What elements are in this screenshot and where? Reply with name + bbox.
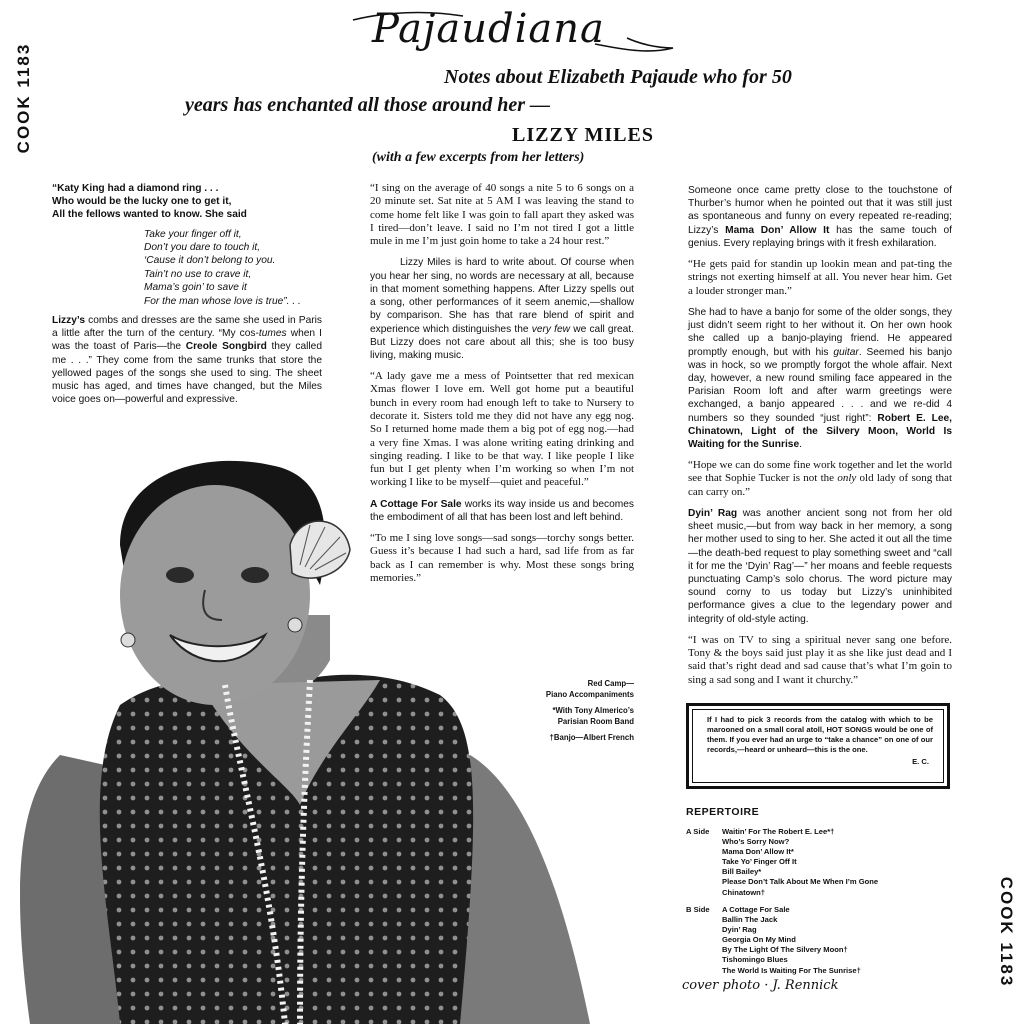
text-run: She had to have a banjo for some of the older songs, they just didn’t seem right to her without it. On her own hook she called up a banjo-playing friend. He appeared promptly enough, but with his (688, 306, 952, 358)
script-title: Pajaudiana (372, 6, 605, 52)
lyric-line: Don’t you dare to touch it, (144, 242, 261, 254)
side-a-tracklist (686, 827, 946, 898)
text-run: has the same touch of genius. Every replaying brings with it fresh exhilaration. (688, 224, 952, 249)
track-title: Who’s Sorry Now? (722, 837, 790, 847)
song-quote-line: Who would be the lucky one to get it, (52, 196, 232, 208)
side-b-tracklist (686, 905, 946, 976)
credit-line: †Banjo—Albert French (549, 733, 634, 742)
text-run: works its way inside us and becomes the embodiment of all that has been lost and left behind. (370, 498, 634, 523)
side-a-label: A Side (686, 827, 710, 836)
text-run: Lizzy’s (52, 315, 86, 327)
artist-name: LIZZY MILES (512, 124, 654, 146)
credit-line: *With Tony Almerico’s (552, 706, 634, 715)
text-run: “Hope we can do some fine work together and let the world see that Sophie Tucker is not the (688, 459, 952, 485)
letter-excerpt (688, 459, 952, 499)
text-run: when I was the toast of Paris—the (52, 328, 322, 353)
repertoire-heading: REPERTOIRE (686, 806, 760, 818)
catalog-number-left: COOK 1183 (14, 42, 33, 154)
text-run: . Seemed his banjo was in hock, so we promptly forgot the whole affair. Next day, however, a new round smiling face appeared in the Parisian Room loft and after warm greetings were exchanged, a banjo appeared . . . and we re-did 4 numbers so they sounded “just right”: (688, 346, 953, 424)
endorsement-box (686, 703, 950, 789)
song-quote-intro (52, 182, 322, 222)
subtitle-line-2: years has enchanted all those around her — (185, 94, 551, 116)
track-title: The World Is Waiting For The Sunrise† (722, 965, 861, 975)
endorsement-text: If I had to pick 3 records from the catalog with which to be marooned on a small coral atoll, HOT SONGS would be one of them. If you ever had an urge to “take a chance” on one of our records,—heard or unheard—this is the one. (707, 715, 933, 754)
text-run: tumes (258, 328, 287, 340)
text-run: Lizzy Miles is hard to write about. Of course when you hear her sing, no words are necessary at all, because in that moment something happens. After Lizzy spells out a song, other performances of it seem anemic,—shallow by comparison. She has that rare blend of spirit and experience which distinguishes the (370, 257, 634, 335)
text-run: they called me . . .” They come from the same trunks that store the yellowed pages of the songs she used to sing. The sheet music has aged, and times have changed, but the Miles voice goes on—powerful and expressive. (52, 341, 322, 406)
endorsement-signature: E. C. (912, 757, 929, 766)
cover-photo-credit: cover photo · J. Rennick (682, 978, 839, 993)
text-run: only (837, 472, 857, 485)
text-run: Creole Songbird (185, 341, 267, 353)
track-title: Ballin The Jack (722, 915, 778, 925)
text-run: Robert E. Lee, Chinatown, Light of the Silvery Moon, World Is Waiting for the Sunrise (688, 412, 952, 450)
letter-excerpt: “I was on TV to sing a spiritual never sang one before. Tony & the boys said just play it as she like just dead and I said that’s right dead and sad cause that’s what I’m goin to sing a sad song and I want it churchy.” (688, 633, 952, 686)
text-run: A Cottage For Sale (370, 498, 462, 510)
lyric-line: ‘Cause it don’t belong to you. (144, 255, 276, 267)
track-title: Dyin’ Rag (722, 925, 757, 935)
track-title: Tishomingo Blues (722, 955, 788, 965)
track-title: Georgia On My Mind (722, 935, 796, 945)
song-lyrics (144, 228, 322, 308)
track-title: Take Yo’ Finger Off It (722, 857, 797, 867)
text-run: old lady of song that can carry on.” (688, 472, 952, 498)
song-quote-line: “Katy King had a diamond ring . . . (52, 183, 219, 194)
credit-line: Piano Accompaniments (545, 690, 634, 699)
lyric-line: Take your finger off it, (144, 228, 242, 240)
excerpts-note: (with a few excerpts from her letters) (372, 150, 585, 165)
song-quote-line: All the fellows wanted to know. She said (52, 209, 247, 221)
text-run: Someone once came pretty close to the touchstone of Thurber’s humor when he pointed out that it was still just as spontaneous and funny on every repeated re-reading; Lizzy’s (688, 185, 952, 236)
track-title: Bill Bailey* (722, 867, 762, 877)
notes-column-1 (52, 182, 322, 414)
track-title: A Cottage For Sale (722, 905, 790, 914)
text-run: was another ancient song not from her old sheet music,—but from way back in her memory, a song her mother used to sing to her. She acted it out all the time—the death-bed request to play something sweet and “call it for me the ‘Dyin’ Rag’—” her moans and feeble requests punctuating Camp’s solo chorus. The word picture may sound corny to us today but Lizzy’s uninhibited performance gives a clue to the legendary power and integrity of old-style acting. (688, 508, 952, 625)
text-run: Mama Don’ Allow It (725, 224, 830, 236)
costumes-paragraph (52, 314, 322, 406)
text-run: . (799, 438, 802, 450)
credit-line: Red Camp— (587, 679, 634, 688)
catalog-number-right: COOK 1183 (997, 876, 1016, 988)
body-paragraph (688, 507, 952, 626)
track-title: Please Don’t Talk About Me When I’m Gone (722, 877, 879, 887)
text-run: we call great. But Lizzy does not care about all this; she is too busy living, making music. (370, 323, 634, 361)
artist-portrait-photo (0, 455, 600, 1024)
letter-excerpt: “He gets paid for standin up lookin mean and pat-ting the strings not exerting himself at all. You never hear him. Get a louder stronger man.” (688, 258, 952, 297)
track-title: Chinatown† (722, 887, 766, 897)
body-paragraph (370, 256, 634, 362)
text-run: very few (531, 323, 571, 335)
letter-excerpt: “I sing on the average of 40 songs a nite 5 to 6 songs on a 20 minute set. Sat nite at 5 AM I was leaving the stand to come home felt like I was goin to fall apart they asked was I tired—don’t leave. I said no I’m not tired I got a little mule in me I’m just goin home to take a 24 hour rest.” (370, 182, 634, 248)
track-title: Waitin’ For The Robert E. Lee*† (722, 827, 835, 836)
track-title: By The Light Of The Silvery Moon† (722, 945, 848, 955)
text-run: Dyin’ Rag (688, 508, 738, 520)
lyric-line: Mama’s goin’ to save it (144, 282, 247, 294)
letter-excerpt: “A lady gave me a mess of Pointsetter that red mexican Xmas flower I love em. Well got home put a beautiful bunch in every room had enough left to take to Nursery to decorate it. Sisters told me they did not have any egg nog. So I returned home made them a big pot of egg nog.—had a very fine Xmas. I was alone writing eating drinking and singing reading. I like to be that way. I like people I like fun but I get plenty when I’m working so when I’m not working I like to be myself—quiet and peaceful.” (370, 370, 634, 489)
text-run: guitar (833, 346, 859, 358)
lyric-line: Tain’t no use to crave it, (144, 268, 252, 280)
track-title: Mama Don’ Allow It* (722, 847, 794, 857)
lyric-line: For the man whose love is true”. . . (144, 295, 301, 307)
letter-excerpt: “To me I sing love songs—sad songs—torchy songs better. Guess it’s because I had such a hard, sad life from as far back as I can remember is why. Most these songs bring memories.” (370, 532, 634, 585)
subtitle-line-1: Notes about Elizabeth Pajaude who for 50 (444, 66, 792, 88)
notes-column-3 (688, 184, 952, 695)
body-paragraph (688, 306, 952, 451)
body-paragraph (688, 184, 952, 250)
credit-line: Parisian Room Band (557, 717, 634, 726)
side-b-label: B Side (686, 905, 710, 914)
text-run: combs and dresses are the same she used in Paris a little after the turn of the century. “My cos- (52, 315, 322, 340)
